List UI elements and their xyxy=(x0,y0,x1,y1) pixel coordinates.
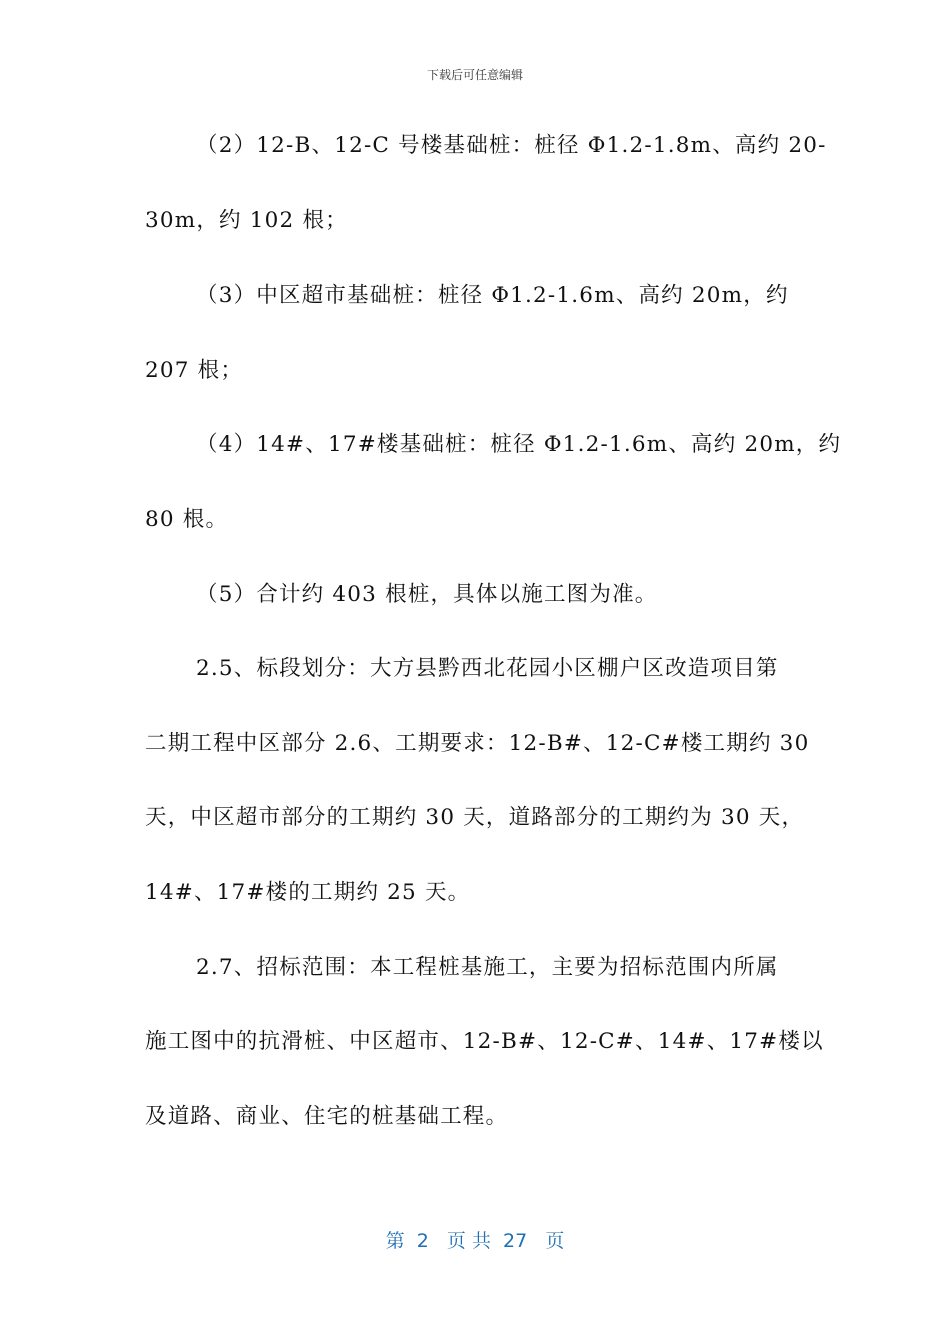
paragraph-line: （2）12-B、12-C 号楼基础桩：桩径 Φ1.2-1.8m、高约 20- xyxy=(196,133,827,158)
paragraph-line: 207 根； xyxy=(145,358,244,383)
paragraph-line: （3）中区超市基础桩：桩径 Φ1.2-1.6m、高约 20m，约 xyxy=(196,283,789,308)
paragraph-line: 天，中区超市部分的工期约 30 天，道路部分的工期约为 30 天， xyxy=(145,805,805,830)
paragraph-line: （5）合计约 403 根桩，具体以施工图为准。 xyxy=(196,582,658,607)
page-number-footer: 第 2 页 共 27 页 xyxy=(385,1230,565,1252)
paragraph-line: （4）14#、17#楼基础桩：桩径 Φ1.2-1.6m、高约 20m，约 xyxy=(196,432,842,457)
paragraph-line: 30m，约 102 根； xyxy=(145,208,348,233)
page-header: 下载后可任意编辑 xyxy=(426,68,523,82)
paragraph-line: 及道路、商业、住宅的桩基础工程。 xyxy=(145,1104,509,1129)
paragraph-line: 2.7、招标范围：本工程桩基施工，主要为招标范围内所属 xyxy=(196,955,779,980)
paragraph-line: 14#、17#楼的工期约 25 天。 xyxy=(145,880,471,905)
paragraph-line: 80 根。 xyxy=(145,507,229,532)
paragraph-line: 2.5、标段划分：大方县黔西北花园小区棚户区改造项目第 xyxy=(196,656,779,681)
paragraph-line: 施工图中的抗滑桩、中区超市、12-B#、12-C#、14#、17#楼以 xyxy=(145,1029,824,1054)
paragraph-line: 二期工程中区部分 2.6、工期要求：12-B#、12-C#楼工期约 30 xyxy=(145,731,810,756)
